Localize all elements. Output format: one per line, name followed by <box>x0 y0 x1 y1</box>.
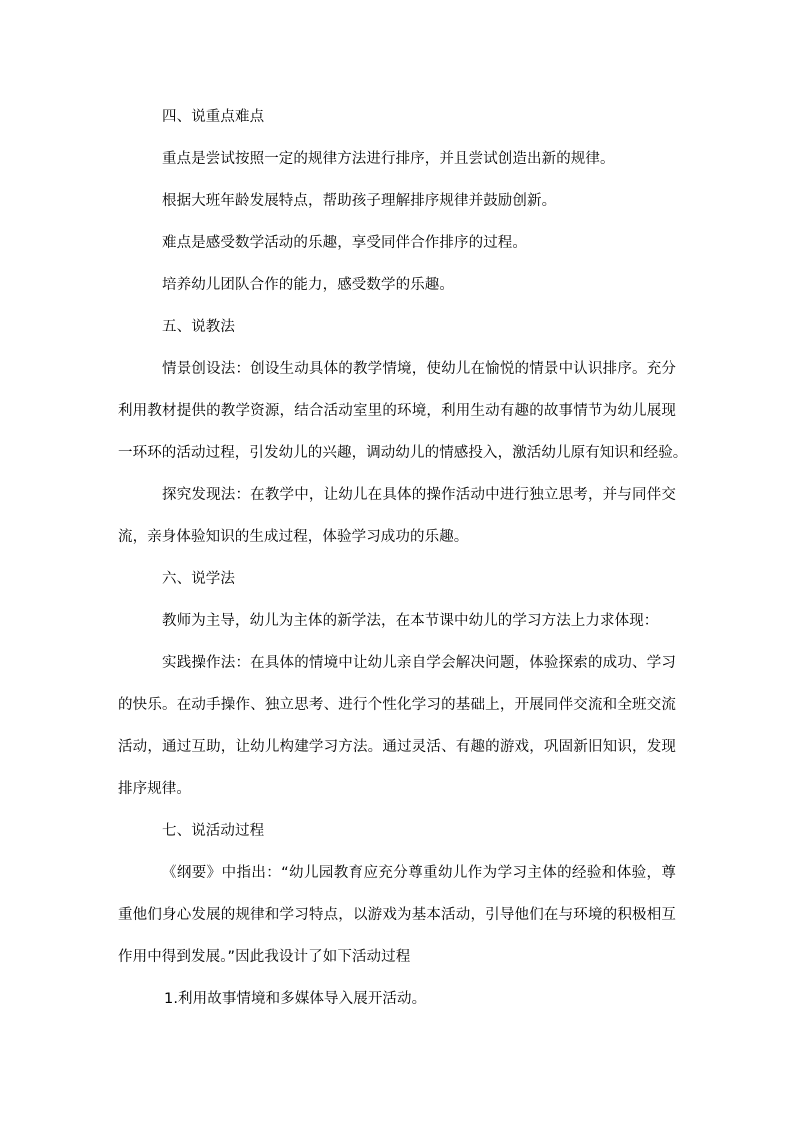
paragraph-line: 情景创设法：创设生动具体的教学情境，使幼儿在愉悦的情景中认识排序。充分 <box>162 361 676 377</box>
paragraph-line: 排序规律。 <box>118 781 191 797</box>
paragraph-line: 的快乐。在动手操作、独立思考、进行个性化学习的基础上，开展同伴交流和全班交流 <box>118 697 676 713</box>
paragraph-line: 根据大班年龄发展特点，帮助孩子理解排序规律并鼓励创新。 <box>162 193 557 209</box>
document-body <box>118 104 688 1028</box>
paragraph-line: 难点是感受数学活动的乐趣，享受同伴合作排序的过程。 <box>162 235 527 251</box>
paragraph-line: 教师为主导，幼儿为主体的新学法，在本节课中幼儿的学习方法上力求体现： <box>162 613 659 629</box>
paragraph-line: 实践操作法：在具体的情境中让幼儿亲自学会解决问题，体验探索的成功、学习 <box>162 655 676 671</box>
section-heading-activity-process: 七、说活动过程 <box>162 823 265 839</box>
section-heading-teaching-methods: 五、说教法 <box>162 319 235 335</box>
paragraph-line: 活动，通过互助，让幼儿构建学习方法。通过灵活、有趣的游戏，巩固新旧知识，发现 <box>118 739 676 755</box>
numbered-item: 1.利用故事情境和多媒体导入展开活动。 <box>164 991 427 1007</box>
paragraph-line: 作用中得到发展。”因此我设计了如下活动过程 <box>118 949 411 965</box>
paragraph-line: 一环环的活动过程，引发幼儿的兴趣，调动幼儿的情感投入，激活幼儿原有知识和经验。 <box>118 445 688 461</box>
paragraph-line: 利用教材提供的教学资源，结合活动室里的环境，利用生动有趣的故事情节为幼儿展现 <box>118 403 676 419</box>
paragraph-line: 重点是尝试按照一定的规律方法进行排序，并且尝试创造出新的规律。 <box>162 151 615 167</box>
section-heading-key-points: 四、说重点难点 <box>162 109 265 125</box>
paragraph-line: 重他们身心发展的规律和学习特点，以游戏为基本活动，引导他们在与环境的积极相互 <box>118 907 676 923</box>
paragraph-line: 《纲要》中指出：“幼儿园教育应充分尊重幼儿作为学习主体的经验和体验，尊 <box>162 865 676 881</box>
paragraph-line: 探究发现法：在教学中，让幼儿在具体的操作活动中进行独立思考，并与同伴交 <box>162 487 676 503</box>
paragraph-line: 流，亲身体验知识的生成过程，体验学习成功的乐趣。 <box>118 529 469 545</box>
paragraph-line: 培养幼儿团队合作的能力，感受数学的乐趣。 <box>162 277 454 293</box>
section-heading-learning-methods: 六、说学法 <box>162 571 235 587</box>
